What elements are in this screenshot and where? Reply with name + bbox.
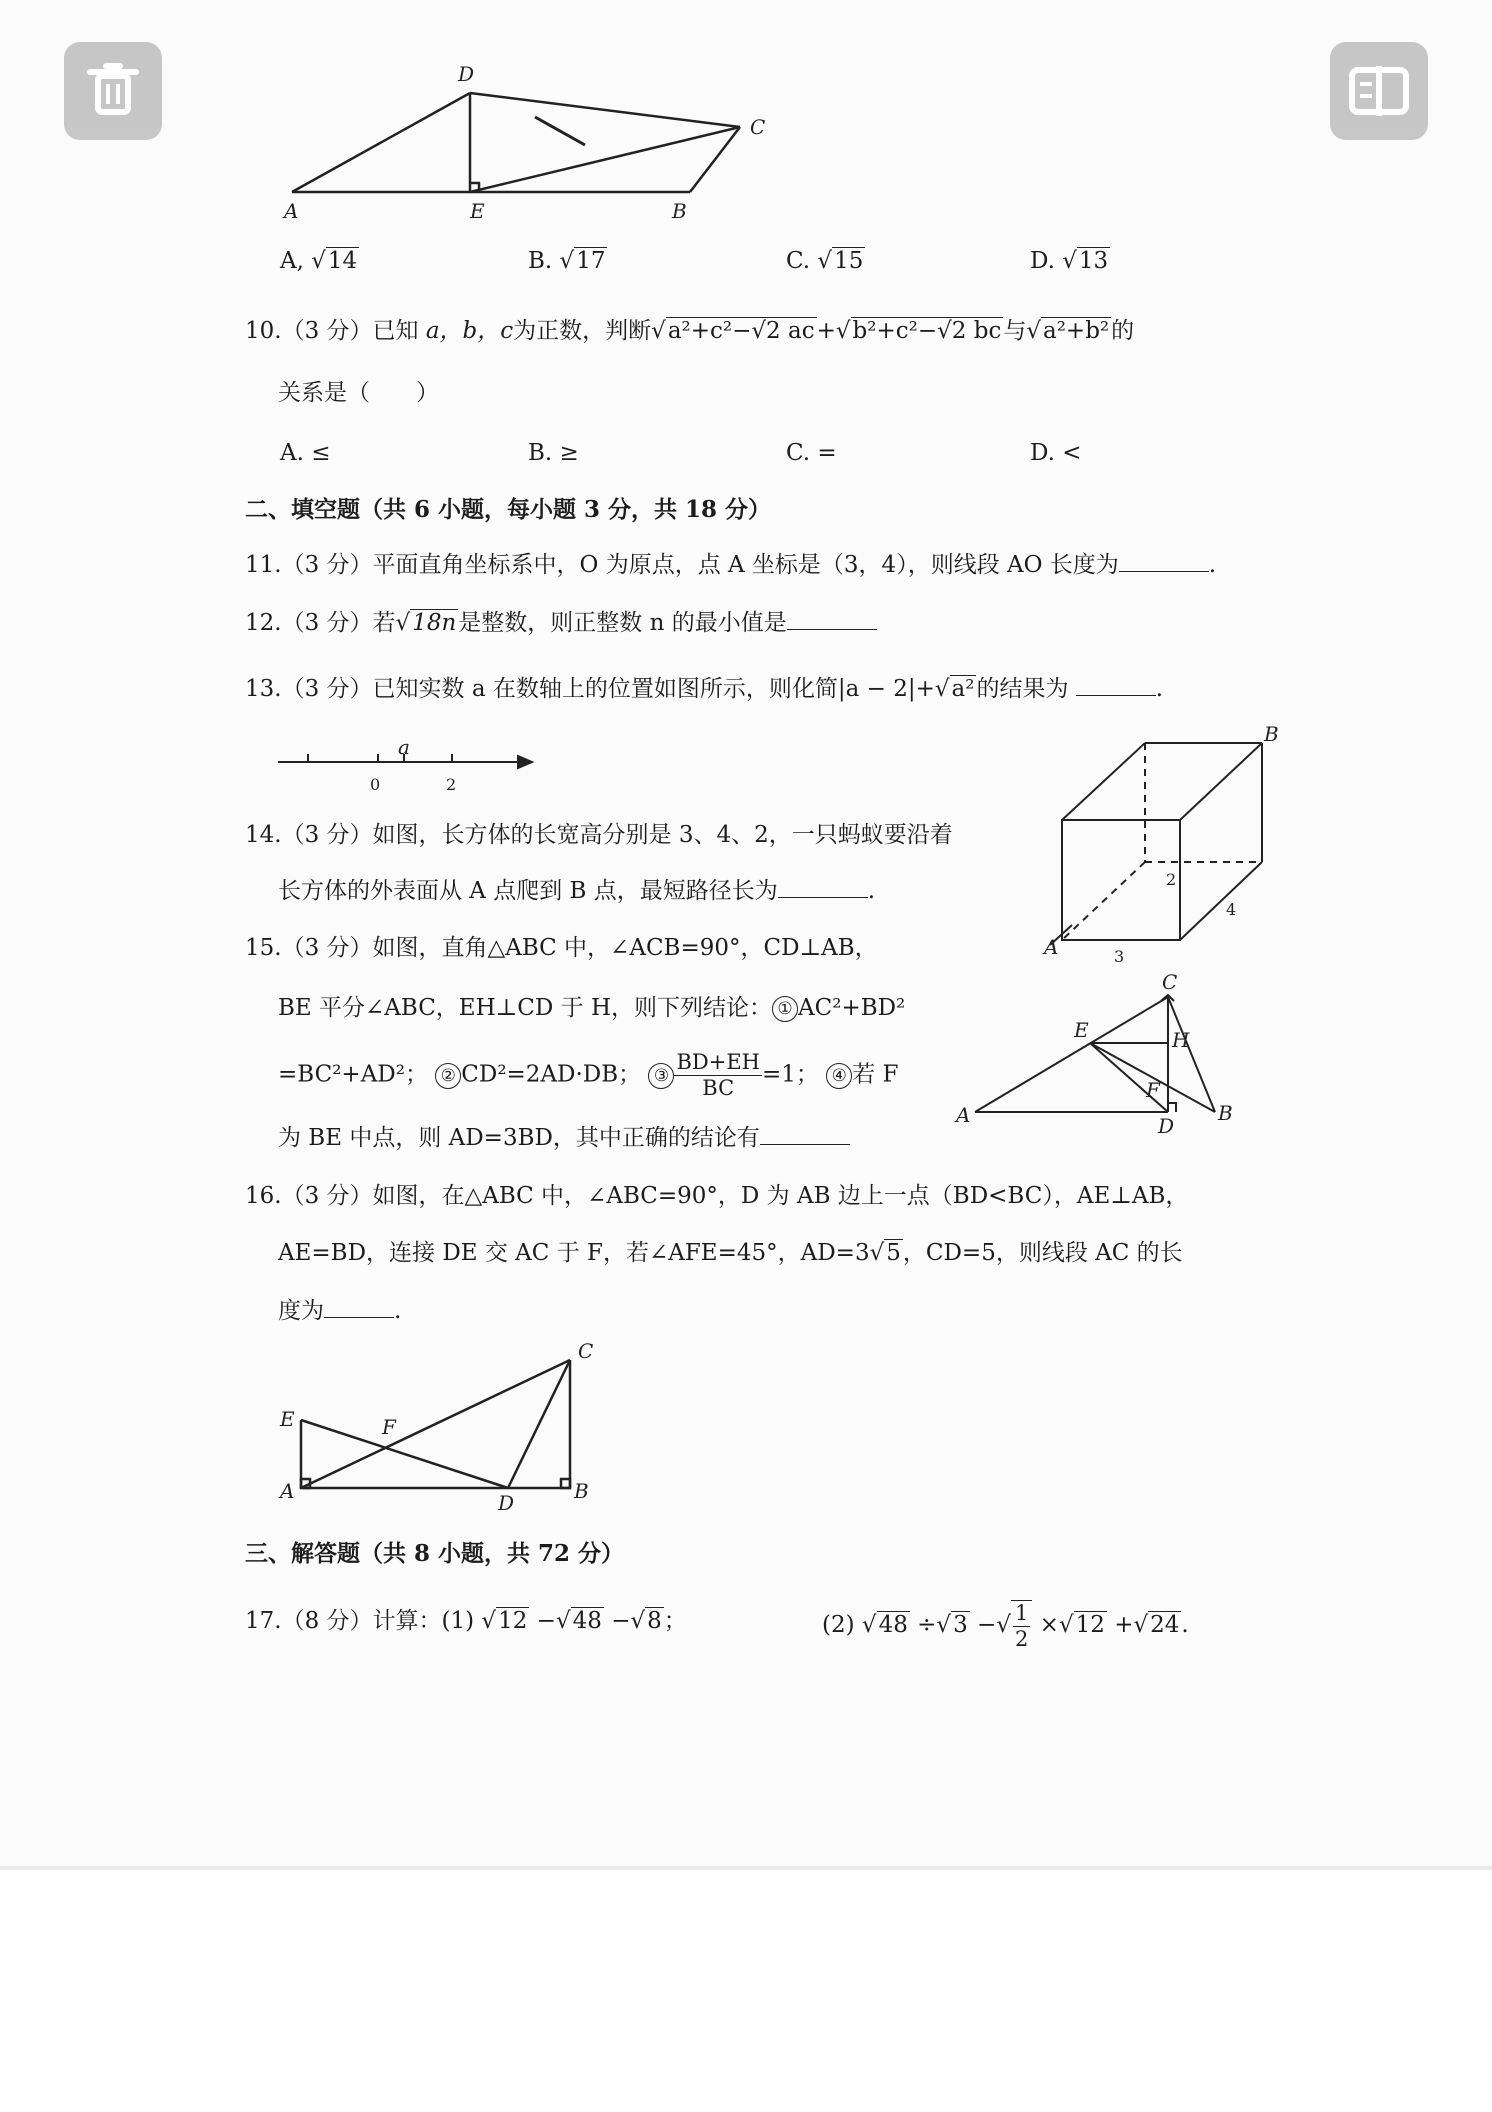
- fig15-label-f: F: [1146, 1078, 1160, 1102]
- split-view-icon: [1330, 42, 1428, 140]
- question-12: 12.（3 分）若√18n是整数，则正整数 n 的最小值是: [245, 610, 877, 638]
- fig16-label-d: D: [498, 1491, 515, 1515]
- number-line: [270, 735, 550, 800]
- fig9-label-e: E: [470, 199, 485, 223]
- figure-right-triangle-abc: [950, 970, 1250, 1138]
- question-11: 11.（3 分）平面直角坐标系中，O 为原点，点 A 坐标是（3，4），则线段 AO 长度为 .: [245, 552, 1217, 578]
- fig9-label-c: C: [750, 115, 766, 139]
- trash-icon: [64, 42, 162, 140]
- split-view-button[interactable]: [1330, 42, 1428, 140]
- box-length: 3: [1114, 947, 1125, 966]
- box-height: 2: [1166, 870, 1177, 889]
- fig9-label-b: B: [672, 199, 687, 223]
- section-2-heading: 二、填空题（共 6 小题，每小题 3 分，共 18 分）: [245, 496, 772, 523]
- figure-quadrilateral: [280, 55, 800, 235]
- page-bottom-edge: [0, 1866, 1492, 1870]
- fig15-label-c: C: [1162, 970, 1178, 994]
- q10-option-b: B. ≥: [528, 440, 579, 466]
- question-10: 10.（3 分）已知 a，b，c为正数，判断√a²+c²−√2 ac+√b²+c²−√2 bc与√a²+b²的: [245, 318, 1135, 344]
- fig16-label-f: F: [382, 1415, 396, 1439]
- q10-option-c: C. =: [786, 440, 837, 466]
- q9-option-c: C. √15: [786, 248, 864, 274]
- question-17-part2: (2) √48 ÷√3 −√ $\frac{1}{2}$ ×√12 +√24.: [822, 1601, 1189, 1652]
- question-16: 16.（3 分）如图，在△ABC 中，∠ABC=90°，D 为 AB 边上一点（BD<BC），AE⊥AB，: [245, 1183, 1189, 1209]
- box-width: 4: [1226, 900, 1237, 919]
- box-label-b: B: [1264, 722, 1279, 746]
- question-10-line2: 关系是（ ）: [278, 380, 439, 406]
- question-16-line3: 度为 .: [278, 1298, 402, 1324]
- delete-button[interactable]: [64, 42, 162, 140]
- numline-zero: 0: [370, 775, 381, 794]
- q9-option-a: A, √14: [280, 248, 358, 274]
- fig15-label-b: B: [1218, 1101, 1233, 1125]
- q10-option-d: D. <: [1030, 440, 1082, 466]
- fig9-label-a: A: [284, 199, 299, 223]
- fig16-label-c: C: [578, 1339, 594, 1363]
- box-label-a: A: [1044, 935, 1059, 959]
- question-14-line2: 长方体的外表面从 A 点爬到 B 点，最短路径长为 .: [278, 878, 876, 904]
- question-15: 15.（3 分）如图，直角△ABC 中，∠ACB=90°，CD⊥AB，: [245, 935, 878, 961]
- numline-two: 2: [446, 775, 457, 794]
- fig15-label-a: A: [956, 1103, 971, 1127]
- question-14: 14.（3 分）如图，长方体的长宽高分别是 3、4、2，一只蚂蚁要沿着: [245, 822, 953, 848]
- q9-option-b: B. √17: [528, 248, 606, 274]
- question-15-line2: BE 平分∠ABC，EH⊥CD 于 H，则下列结论： ① AC²+BD²: [278, 995, 906, 1021]
- figure-triangle-abc-def: [270, 1338, 610, 1518]
- fig15-label-d: D: [1158, 1114, 1175, 1138]
- question-13: 13.（3 分）已知实数 a 在数轴上的位置如图所示，则化简|a − 2|+√a²的结果为 .: [245, 676, 1164, 702]
- q10-option-a: A. ≤: [280, 440, 331, 466]
- fig15-label-h: H: [1172, 1028, 1190, 1052]
- fig16-label-b: B: [574, 1479, 589, 1503]
- fig9-label-d: D: [458, 62, 475, 86]
- fig15-label-e: E: [1074, 1018, 1089, 1042]
- question-16-line2: AE=BD，连接 DE 交 AC 于 F，若∠AFE=45°，AD=3√5，CD=5，则线段 AC 的长: [278, 1240, 1183, 1266]
- numline-a: a: [398, 735, 410, 759]
- question-15-line3: =BC²+AD²； ② CD²=2AD·DB； ③ $\frac{BD+EH}{BC}$ =1； ④ 若 F: [278, 1050, 899, 1101]
- section-3-heading: 三、解答题（共 8 小题，共 72 分）: [245, 1540, 625, 1567]
- figure-cuboid: [1040, 722, 1290, 966]
- question-15-line4: 为 BE 中点，则 AD=3BD，其中正确的结论有: [278, 1125, 850, 1153]
- q9-option-d: D. √13: [1030, 248, 1109, 274]
- fig16-label-a: A: [280, 1479, 295, 1503]
- question-17: 17.（8 分）计算：(1) √12 −√48 −√8；: [245, 1608, 687, 1634]
- fig16-label-e: E: [280, 1407, 295, 1431]
